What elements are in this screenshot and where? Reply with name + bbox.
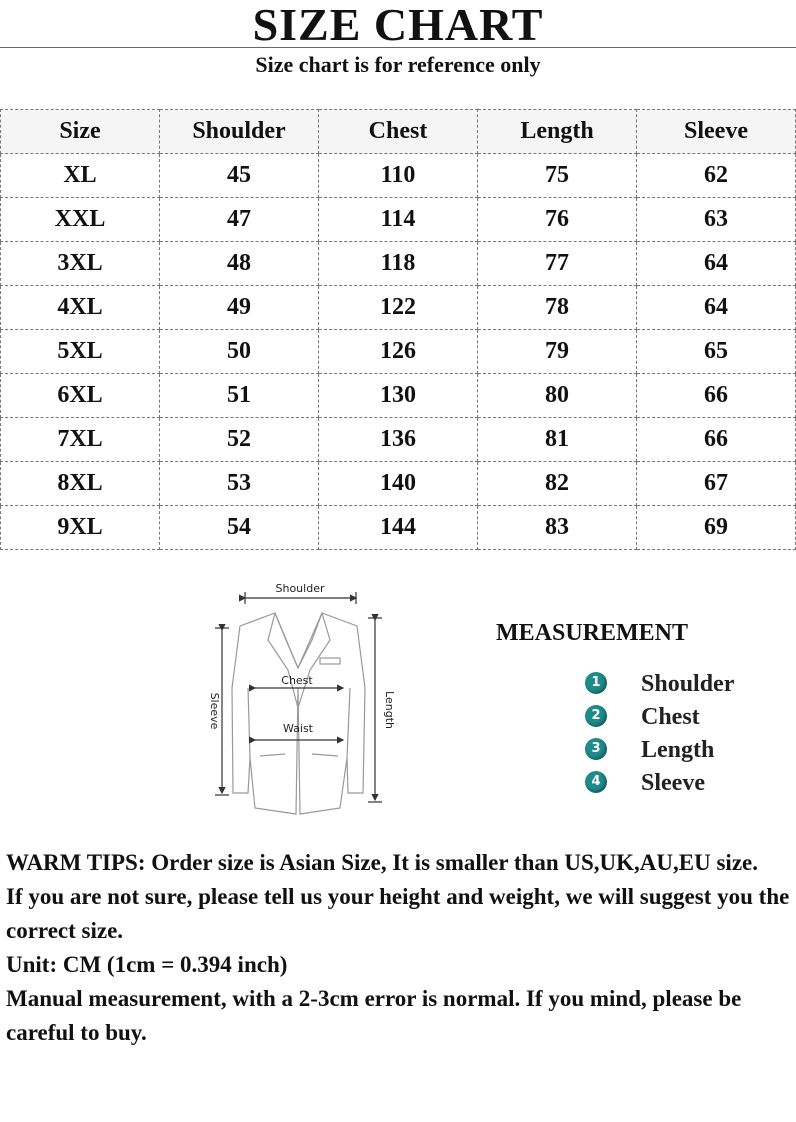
- tip-unit: Unit: CM (1cm = 0.394 inch): [6, 952, 288, 977]
- table-cell: 80: [478, 374, 637, 418]
- header-shoulder: Shoulder: [160, 110, 319, 154]
- header-size: Size: [1, 110, 160, 154]
- tip-asian-size: WARM TIPS: Order size is Asian Size, It is smaller than US,UK,AU,EU size.: [6, 850, 758, 875]
- table-cell: 79: [478, 330, 637, 374]
- diagram-shoulder-label: Shoulder: [275, 582, 325, 595]
- table-cell: XXL: [1, 198, 160, 242]
- table-cell: 63: [637, 198, 796, 242]
- table-cell: 50: [160, 330, 319, 374]
- table-cell: 64: [637, 242, 796, 286]
- suit-diagram: [200, 578, 400, 818]
- table-cell: 81: [478, 418, 637, 462]
- table-header-row: [1, 110, 796, 154]
- table-row: [1, 506, 796, 550]
- table-row: [1, 242, 796, 286]
- measurement-label: Chest: [641, 704, 700, 730]
- measurement-label: Sleeve: [641, 770, 705, 796]
- table-cell: 76: [478, 198, 637, 242]
- measurement-title: MEASUREMENT: [496, 620, 689, 646]
- table-cell: 136: [319, 418, 478, 462]
- page-title: SIZE CHART: [252, 0, 544, 50]
- table-cell: 126: [319, 330, 478, 374]
- table-cell: 7XL: [1, 418, 160, 462]
- table-cell: 64: [637, 286, 796, 330]
- table-row: [1, 154, 796, 198]
- table-cell: 66: [637, 374, 796, 418]
- table-cell: 140: [319, 462, 478, 506]
- table-row: [1, 330, 796, 374]
- warm-tips: [6, 846, 792, 1050]
- table-cell: 5XL: [1, 330, 160, 374]
- diagram-waist-label: Waist: [282, 722, 314, 735]
- table-cell: 78: [478, 286, 637, 330]
- header-length: Length: [478, 110, 637, 154]
- diagram-chest-label: Chest: [281, 674, 313, 687]
- table-cell: 69: [637, 506, 796, 550]
- table-row: [1, 462, 796, 506]
- page-subtitle: Size chart is for reference only: [255, 52, 541, 77]
- jacket-outline-icon: [232, 613, 365, 814]
- table-row: [1, 418, 796, 462]
- table-cell: 130: [319, 374, 478, 418]
- table-cell: 82: [478, 462, 637, 506]
- table-cell: 6XL: [1, 374, 160, 418]
- header-chest: Chest: [319, 110, 478, 154]
- tip-measurement-error: Manual measurement, with a 2-3cm error is normal. If you mind, please be careful to buy.: [6, 986, 742, 1045]
- size-table: [0, 109, 796, 550]
- table-cell: XL: [1, 154, 160, 198]
- measurement-label: Shoulder: [641, 671, 735, 697]
- table-cell: 51: [160, 374, 319, 418]
- table-cell: 52: [160, 418, 319, 462]
- size-table-body: [1, 154, 796, 550]
- table-cell: 3XL: [1, 242, 160, 286]
- table-cell: 77: [478, 242, 637, 286]
- number-1-icon: 1: [585, 672, 607, 694]
- table-cell: 9XL: [1, 506, 160, 550]
- table-cell: 54: [160, 506, 319, 550]
- number-2-icon: 2: [585, 705, 607, 727]
- table-cell: 122: [319, 286, 478, 330]
- table-row: [1, 286, 796, 330]
- table-cell: 110: [319, 154, 478, 198]
- title-divider: [0, 47, 796, 48]
- table-cell: 144: [319, 506, 478, 550]
- table-row: [1, 198, 796, 242]
- number-3-icon: 3: [585, 738, 607, 760]
- table-cell: 47: [160, 198, 319, 242]
- table-row: [1, 374, 796, 418]
- table-cell: 62: [637, 154, 796, 198]
- measurement-label: Length: [641, 737, 715, 763]
- table-cell: 45: [160, 154, 319, 198]
- table-cell: 8XL: [1, 462, 160, 506]
- table-cell: 53: [160, 462, 319, 506]
- table-cell: 83: [478, 506, 637, 550]
- table-cell: 4XL: [1, 286, 160, 330]
- header-sleeve: Sleeve: [637, 110, 796, 154]
- table-cell: 66: [637, 418, 796, 462]
- diagram-length-label: Length: [383, 691, 396, 729]
- table-cell: 49: [160, 286, 319, 330]
- tip-height-weight: If you are not sure, please tell us your height and weight, we will suggest you the correct size.: [6, 884, 790, 943]
- table-cell: 75: [478, 154, 637, 198]
- number-4-icon: 4: [585, 771, 607, 793]
- table-cell: 65: [637, 330, 796, 374]
- table-cell: 48: [160, 242, 319, 286]
- table-cell: 114: [319, 198, 478, 242]
- table-cell: 67: [637, 462, 796, 506]
- diagram-sleeve-label: Sleeve: [208, 692, 221, 730]
- table-cell: 118: [319, 242, 478, 286]
